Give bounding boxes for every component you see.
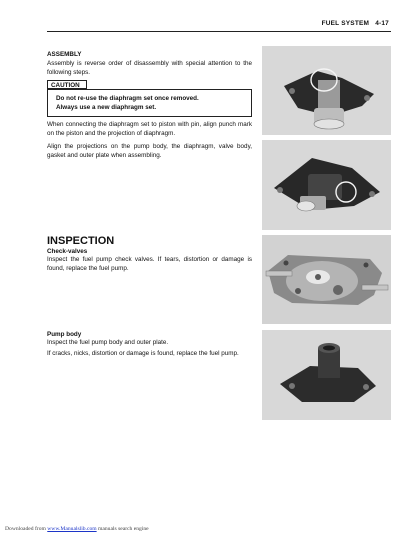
manualslib-link[interactable]: www.Manualslib.com [47, 526, 97, 532]
pump-body-line-2: If cracks, nicks, distortion or damage is found, replace the fuel pump. [47, 350, 239, 357]
assembly-intro: Assembly is reverse order of disassembly with special attention to the following steps. [47, 60, 252, 76]
pump-body-heading: Pump body [47, 331, 82, 338]
header-rule [47, 31, 391, 32]
header-title: FUEL SYSTEM 4-17 [321, 20, 389, 27]
footer [5, 526, 149, 532]
assembly-paragraph-1: When connecting the diaphragm set to piston with pin, align punch mark on the piston and the projection of diaphragm. [47, 121, 252, 137]
footer-suffix: manuals search engine [96, 526, 149, 532]
assembly-heading: ASSEMBLY [47, 51, 82, 58]
check-valves-heading: Check-valves [47, 248, 88, 255]
caution-box [47, 89, 252, 117]
photo-pump-body [262, 330, 391, 420]
assembly-paragraph-2: Align the projections on the pump body, the diaphragm, valve body, gasket and outer plate when assembling. [47, 143, 252, 159]
caution-line-2: Always use a new diaphragm set. [56, 103, 157, 111]
photo-check-valves [262, 235, 391, 324]
pump-body-line-1: Inspect the fuel pump body and outer plate. [47, 339, 169, 346]
photo-pump-piston-side [262, 140, 391, 230]
footer-prefix: Downloaded from [5, 526, 48, 532]
check-valves-text: Inspect the fuel pump check valves. If tears, distortion or damage is found, replace the fuel pump. [47, 256, 252, 272]
caution-line-1: Do not re-use the diaphragm set once removed. [56, 95, 199, 102]
inspection-heading: INSPECTION [47, 235, 115, 247]
caution-label: CAUTION [47, 80, 87, 89]
photo-pump-piston-top [262, 46, 391, 135]
